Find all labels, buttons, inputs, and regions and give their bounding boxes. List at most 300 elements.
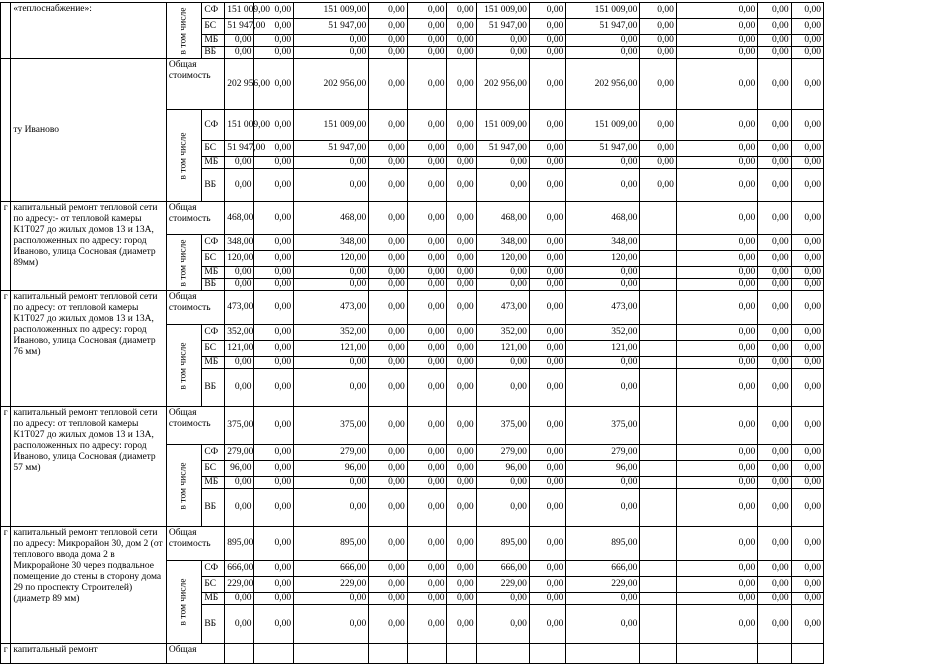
table-row: [1, 3, 930, 19]
value-cell: 0,00: [566, 593, 640, 605]
value-cell: 0,00: [758, 157, 791, 169]
value-cell: [640, 407, 677, 445]
value-cell: 0,00: [407, 477, 447, 489]
value-cell: 0,00: [758, 489, 791, 527]
value-cell: 0,00: [476, 47, 529, 59]
value-cell: 0,00: [676, 169, 757, 202]
value-cell: 0,00: [640, 47, 677, 59]
value-cell: 0,00: [640, 19, 677, 35]
value-cell: 0,00: [294, 369, 369, 407]
total-row: [1, 202, 930, 235]
value-cell: 229,00: [294, 577, 369, 593]
value-cell: 348,00: [225, 235, 254, 251]
value-cell: 0,00: [225, 357, 254, 369]
value-cell: 0,00: [791, 477, 823, 489]
value-cell: 0,00: [529, 325, 566, 341]
value-cell: 0,00: [758, 235, 791, 251]
value-cell: 0,00: [529, 47, 566, 59]
value-cell: 0,00: [254, 561, 294, 577]
fund-type: ВБ: [202, 369, 225, 407]
value-cell: 0,00: [758, 279, 791, 291]
value-cell: 0,00: [791, 3, 823, 19]
incl-label: [166, 325, 201, 407]
value-cell: 121,00: [294, 341, 369, 357]
value-cell: [640, 369, 677, 407]
value-cell: 0,00: [758, 59, 791, 110]
value-cell: 895,00: [294, 527, 369, 561]
value-cell: 0,00: [254, 251, 294, 267]
value-cell: 0,00: [254, 605, 294, 644]
value-cell: 0,00: [791, 561, 823, 577]
incl-label: [166, 110, 201, 202]
incl-label: [166, 561, 201, 644]
value-cell: 0,00: [225, 477, 254, 489]
value-cell: 0,00: [407, 445, 447, 461]
value-cell: 0,00: [369, 279, 408, 291]
value-cell: 0,00: [407, 593, 447, 605]
value-cell: 0,00: [294, 489, 369, 527]
value-cell: 0,00: [369, 291, 408, 325]
value-cell: 0,00: [369, 325, 408, 341]
value-cell: 0,00: [676, 235, 757, 251]
value-cell: 0,00: [294, 357, 369, 369]
value-cell: 0,00: [676, 251, 757, 267]
value-cell: [476, 644, 529, 664]
fund-type: МБ: [202, 35, 225, 47]
value-cell: 0,00: [566, 267, 640, 279]
value-cell: 0,00: [447, 527, 476, 561]
value-cell: 0,00: [476, 369, 529, 407]
value-cell: 0,00: [791, 527, 823, 561]
fund-type: БС: [202, 577, 225, 593]
value-cell: 151 009,00: [476, 110, 529, 141]
value-cell: 0,00: [369, 593, 408, 605]
item-description: капитальный ремонт тепловой сети по адресу:- от тепловой камеры К1Т027 до жилых домов 13 и 13А, расположенных по адресу: город Иваново, улица Сосновая (диаметр 89мм): [11, 202, 166, 291]
value-cell: 0,00: [447, 489, 476, 527]
value-cell: 0,00: [369, 169, 408, 202]
value-cell: 279,00: [294, 445, 369, 461]
value-cell: 0,00: [476, 605, 529, 644]
value-cell: 96,00: [476, 461, 529, 477]
value-cell: 468,00: [225, 202, 254, 235]
value-cell: 0,00: [476, 357, 529, 369]
value-cell: 895,00: [225, 527, 254, 561]
value-cell: 0,00: [791, 291, 823, 325]
item-description: капитальный ремонт тепловой сети по адресу: Микрорайон 30, дом 2 (от теплового ввода дома 2 в Микрорайоне 30 через подвальное помещение до стены в сторону дома 29 по проспекту Строителей) (диаметр 89 мм): [11, 527, 166, 644]
value-cell: 0,00: [369, 47, 408, 59]
value-cell: 0,00: [676, 3, 757, 19]
value-cell: 0,00: [791, 59, 823, 110]
value-cell: 0,00: [294, 477, 369, 489]
total-label: Общая стоимость: [166, 202, 224, 235]
value-cell: 0,00: [758, 47, 791, 59]
fund-type: ВБ: [202, 279, 225, 291]
value-cell: 0,00: [640, 169, 677, 202]
value-cell: 0,00: [476, 157, 529, 169]
value-cell: 0,00: [640, 3, 677, 19]
value-cell: 0,00: [791, 110, 823, 141]
value-cell: [640, 357, 677, 369]
value-cell: 0,00: [758, 325, 791, 341]
value-cell: 0,00: [529, 561, 566, 577]
value-cell: 0,00: [791, 341, 823, 357]
value-cell: 0,00: [407, 527, 447, 561]
value-cell: 0,00: [791, 605, 823, 644]
row-marker: [1, 3, 11, 59]
value-cell: 473,00: [566, 291, 640, 325]
value-cell: 151 009,00: [566, 110, 640, 141]
value-cell: 0,00: [407, 169, 447, 202]
value-cell: 0,00: [254, 291, 294, 325]
value-cell: 202 956,00: [294, 59, 369, 110]
value-cell: 0,00: [407, 577, 447, 593]
row-marker: г: [1, 202, 11, 291]
fund-type: СФ: [202, 235, 225, 251]
value-cell: 0,00: [447, 605, 476, 644]
value-cell: 0,00: [529, 251, 566, 267]
value-cell: 0,00: [254, 407, 294, 445]
value-cell: 0,00: [447, 157, 476, 169]
value-cell: 0,00: [529, 19, 566, 35]
value-cell: 0,00: [529, 169, 566, 202]
value-cell: 0,00: [369, 141, 408, 157]
value-cell: 473,00: [225, 291, 254, 325]
value-cell: 0,00: [676, 357, 757, 369]
value-cell: 0,00: [225, 593, 254, 605]
value-cell: [640, 593, 677, 605]
value-cell: 0,00: [369, 461, 408, 477]
value-cell: 0,00: [294, 47, 369, 59]
item-description: капитальный ремонт тепловой сети по адресу: от тепловой камеры К1Т027 до жилых домов 13 и 13А, расположенных по адресу: город Иваново, улица Сосновая (диаметр 57 мм): [11, 407, 166, 527]
value-cell: 0,00: [791, 325, 823, 341]
value-cell: 0,00: [791, 267, 823, 279]
row-marker: г: [1, 527, 11, 644]
value-cell: 0,00: [407, 267, 447, 279]
value-cell: 0,00: [529, 235, 566, 251]
value-cell: [529, 644, 566, 664]
fund-type: ВБ: [202, 605, 225, 644]
fund-type: ВБ: [202, 169, 225, 202]
value-cell: 375,00: [566, 407, 640, 445]
value-cell: 0,00: [529, 3, 566, 19]
value-cell: 0,00: [407, 202, 447, 235]
fund-type: ВБ: [202, 489, 225, 527]
value-cell: 0,00: [476, 267, 529, 279]
value-cell: 0,00: [791, 489, 823, 527]
value-cell: 0,00: [407, 235, 447, 251]
value-cell: 0,00: [254, 169, 294, 202]
value-cell: 0,00: [447, 477, 476, 489]
value-cell: 473,00: [476, 291, 529, 325]
value-cell: 0,00: [447, 279, 476, 291]
value-cell: 0,00: [447, 251, 476, 267]
incl-text: в том числе: [179, 342, 190, 389]
fund-type: БС: [202, 19, 225, 35]
value-cell: 0,00: [294, 279, 369, 291]
value-cell: 0,00: [369, 157, 408, 169]
value-cell: 0,00: [676, 489, 757, 527]
value-cell: 0,00: [676, 110, 757, 141]
total-row: [1, 59, 930, 110]
value-cell: 0,00: [758, 341, 791, 357]
value-cell: 375,00: [476, 407, 529, 445]
value-cell: 0,00: [407, 357, 447, 369]
value-cell: 0,00: [758, 251, 791, 267]
budget-table: [0, 2, 930, 664]
value-cell: 0,00: [225, 369, 254, 407]
total-label: Общая стоимость: [166, 291, 224, 325]
value-cell: 151 009,00: [225, 3, 254, 19]
value-cell: 0,00: [640, 35, 677, 47]
value-cell: 0,00: [407, 157, 447, 169]
value-cell: 0,00: [676, 202, 757, 235]
value-cell: 666,00: [294, 561, 369, 577]
total-row: [1, 527, 930, 561]
value-cell: 0,00: [529, 141, 566, 157]
value-cell: 0,00: [758, 577, 791, 593]
value-cell: 151 009,00: [225, 110, 254, 141]
value-cell: 0,00: [529, 489, 566, 527]
value-cell: 0,00: [676, 325, 757, 341]
incl-label: [166, 3, 201, 59]
value-cell: 0,00: [254, 461, 294, 477]
value-cell: 0,00: [447, 47, 476, 59]
value-cell: 0,00: [254, 267, 294, 279]
value-cell: 0,00: [447, 169, 476, 202]
fund-type: СФ: [202, 561, 225, 577]
value-cell: [566, 644, 640, 664]
value-cell: 0,00: [254, 235, 294, 251]
value-cell: 0,00: [407, 279, 447, 291]
fund-type: СФ: [202, 110, 225, 141]
value-cell: 0,00: [447, 407, 476, 445]
value-cell: 0,00: [566, 157, 640, 169]
value-cell: 0,00: [676, 35, 757, 47]
value-cell: 468,00: [476, 202, 529, 235]
value-cell: 352,00: [294, 325, 369, 341]
value-cell: 279,00: [566, 445, 640, 461]
value-cell: [640, 561, 677, 577]
value-cell: 121,00: [566, 341, 640, 357]
value-cell: 0,00: [676, 561, 757, 577]
value-cell: 0,00: [447, 35, 476, 47]
value-cell: 0,00: [566, 35, 640, 47]
fund-type: МБ: [202, 593, 225, 605]
value-cell: 229,00: [476, 577, 529, 593]
value-cell: 0,00: [529, 369, 566, 407]
value-cell: 0,00: [791, 202, 823, 235]
value-cell: 0,00: [254, 593, 294, 605]
value-cell: 0,00: [407, 47, 447, 59]
value-cell: 0,00: [447, 267, 476, 279]
value-cell: 0,00: [254, 59, 294, 110]
value-cell: 0,00: [254, 110, 294, 141]
value-cell: 120,00: [476, 251, 529, 267]
value-cell: 0,00: [447, 369, 476, 407]
value-cell: 0,00: [676, 19, 757, 35]
row-marker: г: [1, 407, 11, 527]
value-cell: [676, 644, 757, 664]
incl-text: в том числе: [179, 239, 190, 286]
value-cell: 348,00: [476, 235, 529, 251]
value-cell: 0,00: [529, 477, 566, 489]
value-cell: 0,00: [294, 267, 369, 279]
value-cell: 352,00: [476, 325, 529, 341]
value-cell: 0,00: [791, 445, 823, 461]
value-cell: 279,00: [225, 445, 254, 461]
value-cell: 0,00: [640, 141, 677, 157]
value-cell: 51 947,00: [294, 19, 369, 35]
value-cell: [640, 644, 677, 664]
value-cell: 0,00: [294, 593, 369, 605]
value-cell: 0,00: [676, 47, 757, 59]
value-cell: 0,00: [676, 407, 757, 445]
value-cell: 0,00: [254, 35, 294, 47]
value-cell: 0,00: [369, 407, 408, 445]
value-cell: 0,00: [254, 279, 294, 291]
total-label: Общая: [166, 644, 224, 664]
fund-type: БС: [202, 341, 225, 357]
incl-label: [166, 235, 201, 291]
value-cell: 0,00: [791, 157, 823, 169]
value-cell: 0,00: [369, 202, 408, 235]
value-cell: 0,00: [225, 35, 254, 47]
value-cell: 0,00: [529, 357, 566, 369]
value-cell: 0,00: [225, 157, 254, 169]
value-cell: 229,00: [566, 577, 640, 593]
value-cell: 151 009,00: [476, 3, 529, 19]
value-cell: 0,00: [447, 341, 476, 357]
value-cell: [758, 644, 791, 664]
value-cell: 0,00: [758, 3, 791, 19]
value-cell: 0,00: [476, 489, 529, 527]
value-cell: 0,00: [791, 369, 823, 407]
value-cell: 0,00: [407, 3, 447, 19]
value-cell: 0,00: [529, 407, 566, 445]
value-cell: 0,00: [676, 593, 757, 605]
value-cell: 151 009,00: [566, 3, 640, 19]
value-cell: 0,00: [447, 202, 476, 235]
value-cell: 0,00: [566, 169, 640, 202]
value-cell: 0,00: [676, 527, 757, 561]
value-cell: 352,00: [225, 325, 254, 341]
value-cell: [640, 251, 677, 267]
value-cell: [640, 341, 677, 357]
value-cell: [640, 477, 677, 489]
value-cell: 0,00: [254, 477, 294, 489]
row-marker: [1, 59, 11, 202]
value-cell: 0,00: [676, 267, 757, 279]
value-cell: 0,00: [447, 59, 476, 110]
value-cell: 0,00: [254, 157, 294, 169]
value-cell: 0,00: [791, 279, 823, 291]
value-cell: 202 956,00: [566, 59, 640, 110]
item-description: капитальный ремонт тепловой сети по адресу: от тепловой камеры К1Т027 до жилых домов 13 и 13А, расположенных по адресу: город Иваново, улица Сосновая (диаметр 76 мм): [11, 291, 166, 407]
total-label: Общая стоимость: [166, 407, 224, 445]
value-cell: 0,00: [676, 341, 757, 357]
fund-type: БС: [202, 251, 225, 267]
value-cell: 0,00: [407, 59, 447, 110]
value-cell: 0,00: [225, 267, 254, 279]
value-cell: 0,00: [369, 445, 408, 461]
fund-type: СФ: [202, 3, 225, 19]
value-cell: 0,00: [529, 527, 566, 561]
value-cell: 0,00: [566, 357, 640, 369]
value-cell: 0,00: [407, 19, 447, 35]
value-cell: 0,00: [447, 3, 476, 19]
value-cell: 0,00: [225, 47, 254, 59]
value-cell: [640, 605, 677, 644]
row-marker: г: [1, 291, 11, 407]
value-cell: 51 947,00: [566, 141, 640, 157]
incl-label: [166, 445, 201, 527]
incl-text: в том числе: [179, 132, 190, 179]
value-cell: 0,00: [676, 157, 757, 169]
value-cell: 0,00: [529, 279, 566, 291]
value-cell: 121,00: [476, 341, 529, 357]
value-cell: 0,00: [758, 605, 791, 644]
fund-type: МБ: [202, 267, 225, 279]
row-marker: г: [1, 644, 11, 664]
incl-text: в том числе: [179, 579, 190, 626]
value-cell: 0,00: [447, 19, 476, 35]
value-cell: 0,00: [529, 267, 566, 279]
value-cell: 0,00: [758, 35, 791, 47]
value-cell: 202 956,00: [476, 59, 529, 110]
value-cell: 0,00: [447, 461, 476, 477]
value-cell: 0,00: [369, 59, 408, 110]
value-cell: 375,00: [225, 407, 254, 445]
value-cell: 121,00: [225, 341, 254, 357]
value-cell: [254, 644, 294, 664]
value-cell: 0,00: [369, 251, 408, 267]
value-cell: 0,00: [369, 577, 408, 593]
value-cell: 348,00: [294, 235, 369, 251]
value-cell: 0,00: [225, 489, 254, 527]
value-cell: 0,00: [758, 141, 791, 157]
value-cell: 0,00: [791, 141, 823, 157]
value-cell: 0,00: [758, 593, 791, 605]
value-cell: 0,00: [676, 577, 757, 593]
value-cell: [640, 527, 677, 561]
value-cell: 51 947,00: [225, 19, 254, 35]
value-cell: 0,00: [407, 291, 447, 325]
value-cell: 352,00: [566, 325, 640, 341]
value-cell: 0,00: [476, 477, 529, 489]
value-cell: 0,00: [758, 357, 791, 369]
value-cell: 120,00: [225, 251, 254, 267]
value-cell: 151 009,00: [294, 110, 369, 141]
value-cell: 229,00: [225, 577, 254, 593]
value-cell: 0,00: [369, 357, 408, 369]
value-cell: [294, 644, 369, 664]
value-cell: 0,00: [476, 169, 529, 202]
value-cell: [640, 267, 677, 279]
value-cell: [640, 279, 677, 291]
value-cell: 51 947,00: [225, 141, 254, 157]
value-cell: 0,00: [758, 527, 791, 561]
value-cell: 666,00: [225, 561, 254, 577]
value-cell: [640, 461, 677, 477]
value-cell: 0,00: [254, 445, 294, 461]
value-cell: 0,00: [294, 169, 369, 202]
incl-text: в том числе: [179, 7, 190, 54]
value-cell: 0,00: [529, 157, 566, 169]
value-cell: 0,00: [369, 3, 408, 19]
value-cell: 0,00: [447, 291, 476, 325]
total-label: Общая стоимость: [166, 527, 224, 561]
value-cell: 0,00: [225, 169, 254, 202]
